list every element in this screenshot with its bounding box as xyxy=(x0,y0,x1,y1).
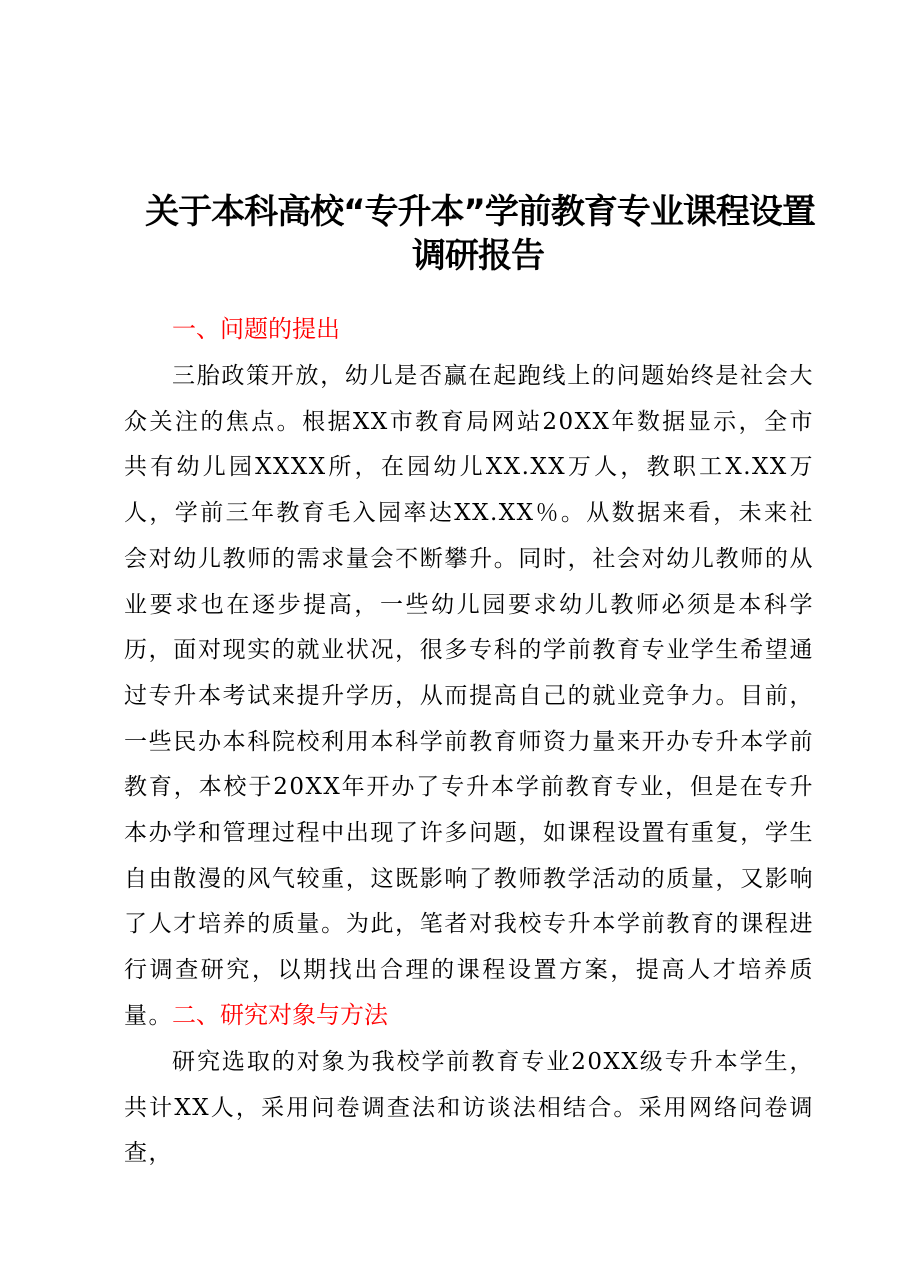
section2-paragraph: 研究选取的对象为我校学前教育专业20XX级专升本学生，共计XX人，采用问卷调查法和访谈法相结合。采用网络问卷调查， xyxy=(124,1049,814,1167)
document-title-line2: 调研报告 xyxy=(412,236,544,276)
section2-heading: 二、研究对象与方法 xyxy=(172,1001,388,1029)
document-title-line1: 关于本科高校“专升本”学前教育专业课程设置 xyxy=(145,192,815,232)
section1-heading: 一、问题的提出 xyxy=(172,315,340,343)
section1-paragraph: 三胎政策开放，幼儿是否赢在起跑线上的问题始终是社会大众关注的焦点。根据XX市教育局网站20XX年数据显示，全市共有幼儿园XXXX所，在园幼儿XX.XX万人，教职工X.XX万人，学前三年教育毛入园率达XX.XX％。从数据来看，未来社会对幼儿教师的需求量会不断攀升。同时，社会对幼儿教师的从业要求也在逐步提高，一些幼儿园要求幼儿教师必须是本科学历，面对现实的就业状况，很多专科的学前教育专业学生希望通过专升本考试来提升学历，从而提高自己的就业竞争力。目前，一些民办本科院校利用本科学前教育师资力量来开办专升本学前教育，本校于20XX年开办了专升本学前教育专业，但是在专升本办学和管理过程中出现了许多问题，如课程设置有重复，学生自由散漫的风气较重，这既影响了教师教学活动的质量，又影响了人才培养的质量。为此，笔者对我校专升本学前教育的课程进行调查研究，以期找出合理的课程设置方案，提高人才培养质量。 xyxy=(124,363,814,1029)
